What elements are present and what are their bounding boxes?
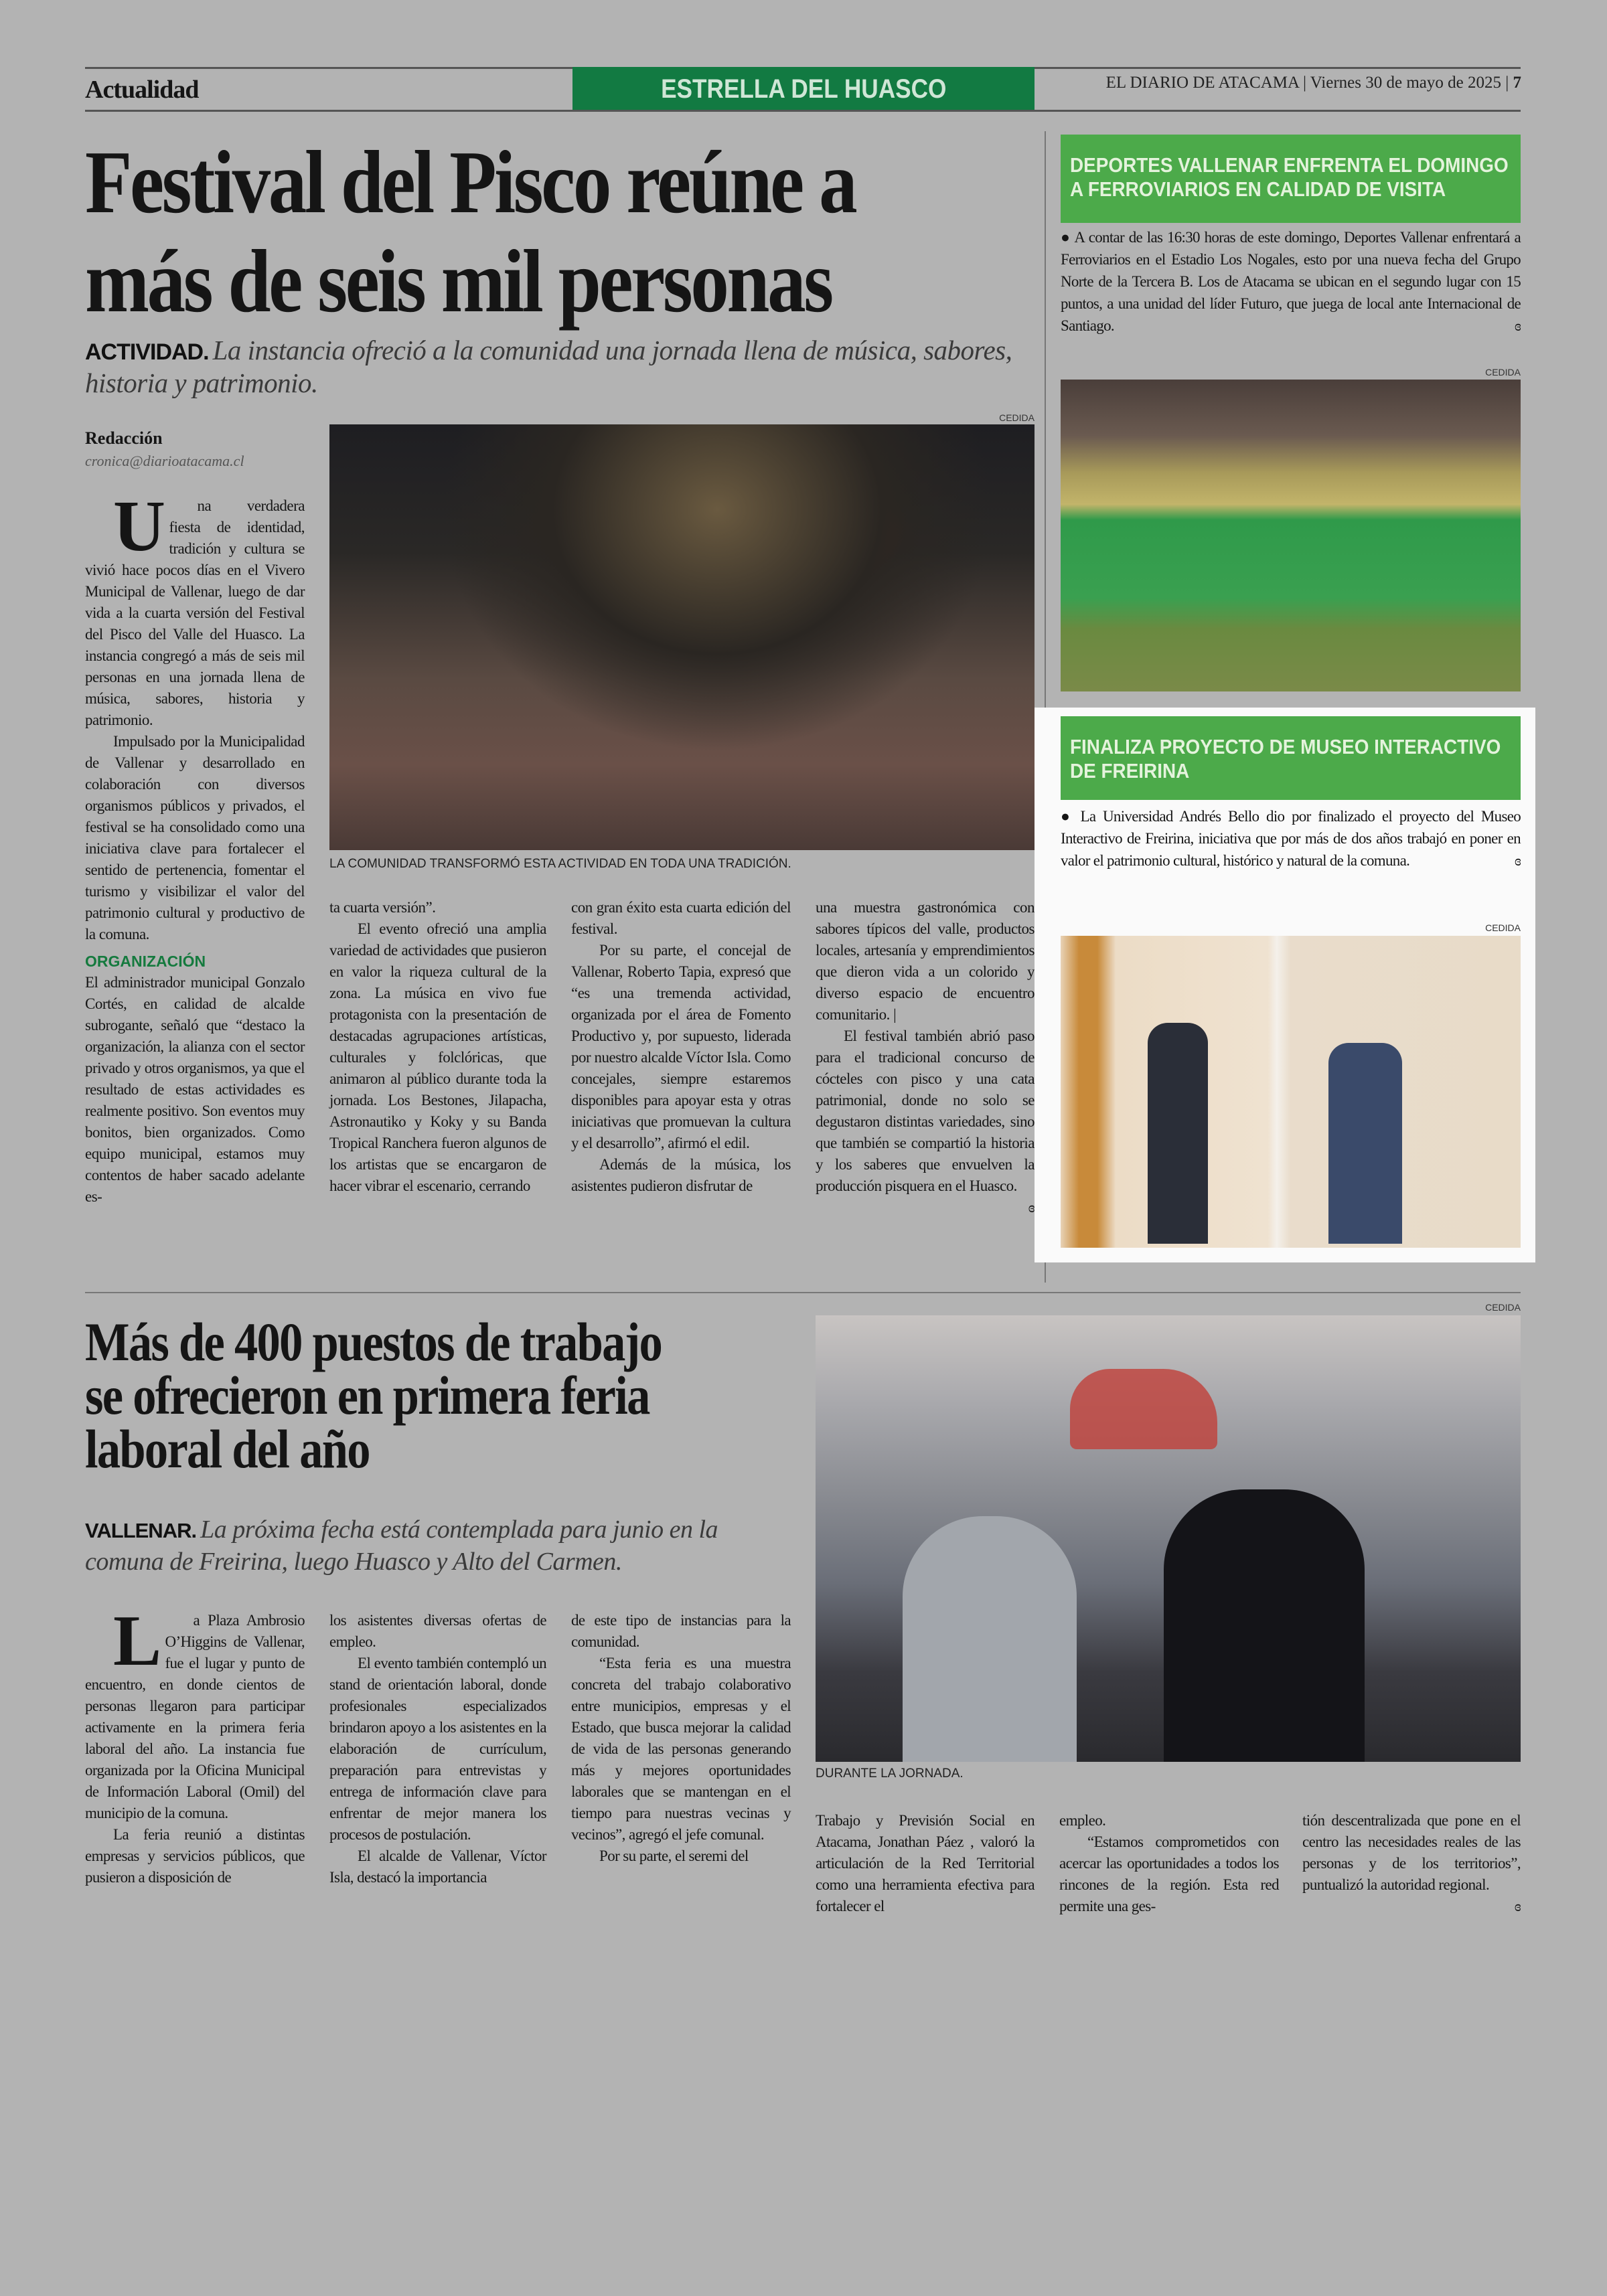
page-number: 7 xyxy=(1513,74,1521,92)
sidebar2-text: ● La Universidad Andrés Bello dio por finalizado el proyecto del Museo Interactivo de Freirina, iniciativa que por más de dos años trabajó en poner en valor el patrimonio cultural, histórico y natural de la comuna. ɞ xyxy=(1061,805,1521,872)
paragraph: La feria reunió a distintas empresas y servicios públicos, que pusieron a disposición de xyxy=(85,1826,305,1886)
person-figure xyxy=(903,1516,1077,1762)
article1-headline xyxy=(85,133,981,331)
paragraph: El festival también abrió paso para el tradicional concurso de cócteles con pisco y una cata patrimonial, donde no solo se degustaron distintas variedades, sino que también se compartió la historia y los saberes que envuelven la producción pisquera en el Huasco. xyxy=(816,1028,1035,1194)
person-figure xyxy=(1164,1489,1365,1762)
paragraph: El alcalde de Vallenar, Víctor Isla, destacó la importancia xyxy=(329,1848,546,1886)
deck-text: La instancia ofreció a la comunidad una jornada llena de música, sabores, historia y patrimonio. xyxy=(85,335,1012,398)
band-title: ESTRELLA DEL HUASCO xyxy=(660,74,947,104)
job-fair-photo xyxy=(816,1315,1521,1762)
article2-headline xyxy=(85,1311,755,1479)
article2-column xyxy=(816,1810,1035,1917)
article2-deck xyxy=(85,1514,795,1577)
paragraph: tión descentralizada que pone en el centro las necesidades reales de las personas y de los territorios”, puntualizó la autoridad regional. xyxy=(1302,1812,1521,1893)
sidebar-title-line: A FERROVIARIOS EN CALIDAD DE VISITA xyxy=(1070,177,1446,201)
paragraph: Además de la música, los asistentes pudieron disfrutar de xyxy=(571,1156,791,1194)
sidebar-text: A contar de las 16:30 horas de este domingo, Deportes Vallenar enfrentará a Ferroviarios en el Estadio Los Nogales, esto por una nueva fecha del Grupo Norte de la Tercera B. Los de Atacama se ubican en el segundo lugar con 15 puntos, a una unidad del líder Futuro, que juega de local ante Internacional de Santiago. xyxy=(1061,229,1521,334)
headline-line: Festival del Pisco reúne a xyxy=(85,133,856,232)
section-band xyxy=(572,67,1035,111)
article2-column xyxy=(571,1610,791,1867)
article2-column xyxy=(329,1610,546,1888)
museum-photo xyxy=(1061,936,1521,1248)
header-bottom-rule xyxy=(85,110,1521,112)
photo-credit: CEDIDA xyxy=(1485,1302,1521,1313)
article1-column xyxy=(85,487,305,1208)
paragraph: El evento también contempló un stand de orientación laboral, donde profesionales especializados brindaron apoyo a los asistentes en la elaboración de currículum, preparación para entrevistas y entrega de información clave para enfrentar de mejor manera los procesos de postulación. xyxy=(329,1655,546,1843)
author-email[interactable]: cronica@diarioatacama.cl xyxy=(85,453,244,469)
sidebar-title-line: DE FREIRINA xyxy=(1070,759,1190,783)
paragraph: El evento ofreció una amplia variedad de actividades que pusieron en valor la riqueza cultural de la zona. La música en vivo fue protagonista con la presentación de destacadas agrupaciones artísticas, culturales y folclóricas, que animaron al público durante toda la jornada. Los Bestones, Jilapacha, Astronautiko y Koky y su Banda Tropical Ranchera fueron algunos de los artistas que se encargaron de hacer vibrar el escenario, cerrando xyxy=(329,920,546,1194)
paragraph: La Plaza Ambrosio O’Higgins de Vallenar, fue el lugar y punto de encuentro, en donde cientos de personas llegaron para participar activamente en la primera feria laboral del año. La instancia fue organizada por la Oficina Municipal de Información Laboral (Omil) del municipio de la comuna. xyxy=(85,1601,305,1821)
article1-column xyxy=(816,897,1035,1218)
subhead: ORGANIZACIÓN xyxy=(85,953,206,970)
paper-name: EL DIARIO DE ATACAMA xyxy=(1105,74,1299,92)
paragraph: los asistentes diversas ofertas de empleo. xyxy=(329,1612,546,1650)
paragraph: con gran éxito esta cuarta edición del festival. xyxy=(571,899,791,937)
paragraph: Trabajo y Previsión Social en Atacama, Jonathan Páez , valoró la articulación de la Red Territorial como una herramienta efectiva para fortalecer el xyxy=(816,1812,1035,1914)
red-car xyxy=(1070,1369,1217,1449)
headline-line: Más de 400 puestos de trabajo xyxy=(85,1311,662,1372)
person-figure xyxy=(1328,1043,1402,1244)
photo-credit: CEDIDA xyxy=(1485,367,1521,378)
article1-column xyxy=(571,897,791,1197)
article2-column xyxy=(1059,1810,1279,1917)
festival-crowd-photo xyxy=(329,424,1035,850)
sidebar1-title-box xyxy=(1061,135,1521,223)
paragraph: una muestra gastronómica con sabores típicos del valle, productos locales, artesanía y emprendimientos que dieron vida a un colorido y diverso espacio de encuentro comunitario. | xyxy=(816,899,1035,1023)
photo-credit: CEDIDA xyxy=(999,412,1035,423)
paragraph: Una verdadera fiesta de identidad, tradición y cultura se vivió hace pocos días en el Vivero Municipal de Vallenar, luego de dar vida a la cuarta versión del Festival del Pisco del Valle del Huasco. La instancia congregó a más de seis mil personas en una jornada llena de música, sabores, historia y patrimonio. xyxy=(85,487,305,728)
kicker: ACTIVIDAD. xyxy=(85,339,209,365)
dateline: EL DIARIO DE ATACAMA | Viernes 30 de mayo de 2025 | 7 xyxy=(1105,74,1521,92)
paragraph: Por su parte, el seremi del xyxy=(599,1848,749,1864)
article2-column xyxy=(1302,1810,1521,1917)
article-separator xyxy=(85,1292,1521,1293)
sidebar-title-line: DEPORTES VALLENAR ENFRENTA EL DOMINGO xyxy=(1070,153,1509,177)
headline-line: más de seis mil personas xyxy=(85,232,832,331)
end-mark-icon: ɞ xyxy=(1514,1898,1521,1914)
article2-column xyxy=(85,1601,305,1888)
football-team-photo xyxy=(1061,380,1521,691)
deck-text: La próxima fecha está contemplada para junio en la comuna de Freirina, luego Huasco y Alto del Carmen. xyxy=(85,1515,718,1576)
headline-line: laboral del año xyxy=(85,1418,370,1479)
sidebar2-title-box xyxy=(1061,716,1521,800)
end-mark-icon: ɞ xyxy=(1028,1199,1035,1216)
article1-column xyxy=(329,897,546,1197)
paragraph: El administrador municipal Gonzalo Cortés, en calidad de alcalde subrogante, señaló que “destaco la organización, la alianza con el sector privado y otros organismos, ya que el resultado de estas actividades es realmente positivo. Son eventos muy bonitos, bien organizados. Como equipo municipal, estamos muy contentos de haber sacado adelante es- xyxy=(85,974,305,1205)
kicker: VALLENAR. xyxy=(85,1519,197,1542)
paragraph: “Esta feria es una muestra concreta del trabajo colaborativo entre municipios, empresas y el Estado, que busca mejorar la calidad de vida de las personas generando más y mejores oportunidades laborales que se mantengan en el tiempo para nuestras vecinas y vecinos”, agregó el jefe comunal. xyxy=(571,1655,791,1843)
end-mark-icon: ɞ xyxy=(1514,852,1521,869)
photo-caption: DURANTE LA JORNADA. xyxy=(816,1767,964,1781)
article1-deck xyxy=(85,335,1036,398)
byline: Redacción xyxy=(85,428,163,448)
photo-credit: CEDIDA xyxy=(1485,922,1521,933)
sidebar-title-line: FINALIZA PROYECTO DE MUSEO INTERACTIVO xyxy=(1070,735,1501,758)
section-label: Actualidad xyxy=(85,76,199,104)
photo-caption: LA COMUNIDAD TRANSFORMÓ ESTA ACTIVIDAD EN TODA UNA TRADICIÓN. xyxy=(329,857,791,871)
paragraph: de este tipo de instancias para la comunidad. xyxy=(571,1612,791,1650)
sidebar1-text: ● A contar de las 16:30 horas de este domingo, Deportes Vallenar enfrentará a Ferroviarios en el Estadio Los Nogales, esto por una nueva fecha del Grupo Norte de la Tercera B. Los de Atacama se ubican en el segundo lugar con 15 puntos, a una unidad del líder Futuro, que juega de local ante Internacional de Santiago. ɞ xyxy=(1061,226,1521,337)
person-figure xyxy=(1148,1023,1208,1244)
paragraph: “Estamos comprometidos con acercar las oportunidades a todos los rincones de la región. Esta red permite una ges- xyxy=(1059,1833,1279,1914)
paragraph: Por su parte, el concejal de Vallenar, Roberto Tapia, expresó que “es una tremenda actividad, organizada por el área de Fomento Productivo y, por supuesto, liderada por nuestro alcalde Víctor Isla. Como concejales, siempre estaremos disponibles para apoyar esta y otras iniciativas que promuevan la cultura y el desarrollo”, afirmó el edil. xyxy=(571,942,791,1151)
issue-date: Viernes 30 de mayo de 2025 xyxy=(1310,74,1501,92)
paragraph: empleo. xyxy=(1059,1812,1106,1829)
paragraph: ta cuarta versión”. xyxy=(329,899,436,916)
paragraph: Impulsado por la Municipalidad de Vallenar y desarrollado en colaboración con diversos organismos públicos y privados, el festival se ha consolidado como una iniciativa clave para fortalecer el sentido de pertenencia, fomentar el turismo y visibilizar el valor del patrimonio cultural y productivo de la comuna. xyxy=(85,733,305,942)
headline-line: se ofrecieron en primera feria xyxy=(85,1365,649,1426)
sidebar-text: La Universidad Andrés Bello dio por finalizado el proyecto del Museo Interactivo de Freirina, iniciativa que por más de dos años trabajó en poner en valor el patrimonio cultural, histórico y natural de la comuna. xyxy=(1061,808,1521,869)
end-mark-icon: ɞ xyxy=(1514,317,1521,334)
